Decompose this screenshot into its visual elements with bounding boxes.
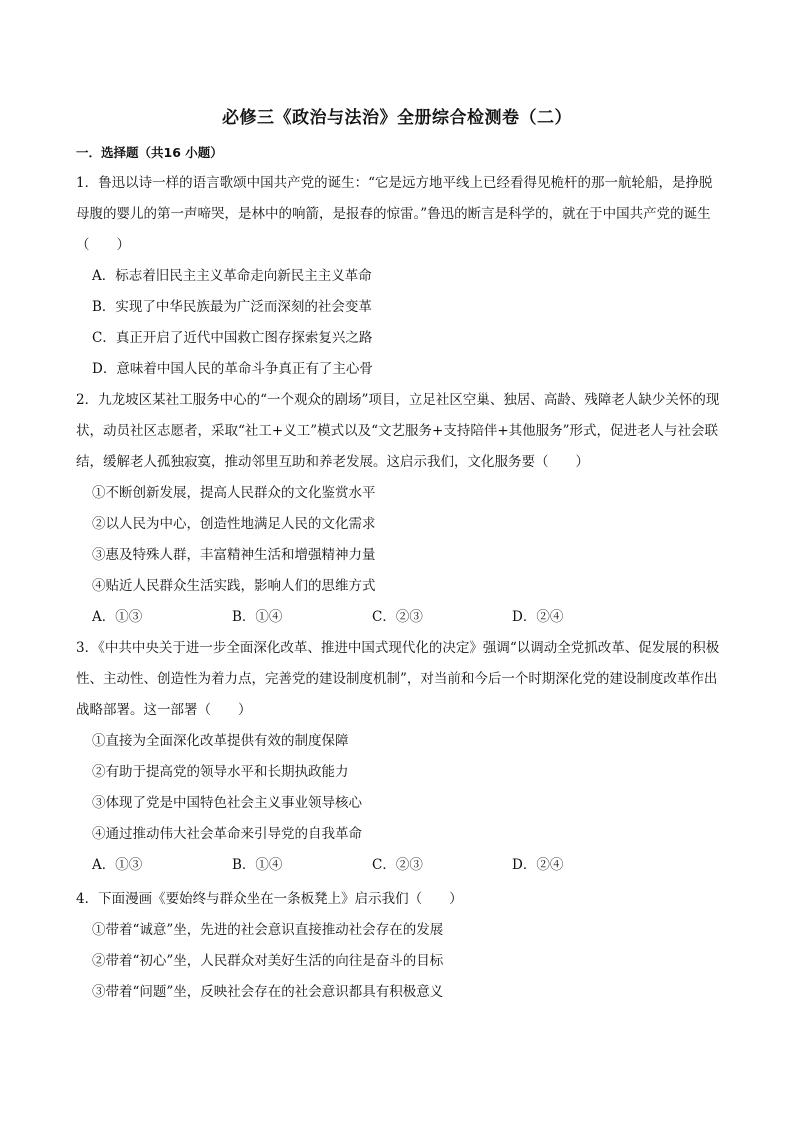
- choice-c: C．②③: [372, 609, 423, 625]
- statement-4: ④贴近人民群众生活实践，影响人们的思维方式: [92, 578, 376, 594]
- statement-3: ③带着“问题”坐，反映社会存在的社会意识都具有积极意义: [92, 984, 444, 1000]
- answer-choices: [76, 602, 720, 633]
- statement-2: ②有助于提高党的领导水平和长期执政能力: [92, 764, 349, 780]
- choice-a: A．①③: [92, 609, 143, 625]
- statement-1: ①直接为全面深化改革提供有效的制度保障: [92, 733, 349, 749]
- option-c: C．真正开启了近代中国救亡图存探索复兴之路: [92, 330, 373, 346]
- question-4: [76, 884, 720, 1008]
- statement-2: ②带着“初心”坐，人民群众对美好生活的向往是奋斗的目标: [92, 953, 444, 969]
- option-b: B．实现了中华民族最为广泛而深刻的社会变革: [92, 299, 372, 315]
- page-title: 必修三《政治与法治》全册综合检测卷（二）: [222, 108, 572, 128]
- question-stem: 2．九龙坡区某社工服务中心的“一个观众的剧场”项目，立足社区空巢、独居、高龄、残障老人缺少关怀的现状，动员社区志愿者，采取“社工+义工”模式以及“文艺服务+支持陪伴+其他服务”形式，促进老人与社会联结，缓解老人孤独寂寞，推动邻里互助和养老发展。这启示我们，文化服务要（ ）: [76, 392, 720, 470]
- question-3: [76, 633, 720, 881]
- option-d: D．意味着中国人民的革命斗争真正有了主心骨: [92, 361, 373, 377]
- choice-d: D．②④: [512, 857, 564, 873]
- statement-3: ③惠及特殊人群，丰富精神生活和增强精神力量: [92, 547, 376, 563]
- choice-a: A．①③: [92, 857, 143, 873]
- section-heading: 一．选择题（共16 小题）: [76, 145, 223, 160]
- question-stem: 3．《中共中央关于进一步全面深化改革、推进中国式现代化的决定》强调“以调动全党抓改革、促发展的积极性、主动性、创造性为着力点，完善党的建设制度机制”，对当前和今后一个时期深化党的建设制度改革作出战略部署。这一部署（ ）: [76, 640, 720, 718]
- statement-2: ②以人民为中心，创造性地满足人民的文化需求: [92, 516, 376, 532]
- question-1: [76, 168, 720, 385]
- choice-d: D．②④: [512, 609, 564, 625]
- question-stem: 1．鲁迅以诗一样的语言歌颂中国共产党的诞生：“它是远方地平线上已经看得见桅杆的那一航轮船，是挣脱母腹的婴儿的第一声啼哭，是林中的响箭，是报春的惊雷。”鲁迅的断言是科学的，就在于中国共产党的诞生（ ）: [76, 175, 713, 253]
- question-stem: 4．下面漫画《要始终与群众坐在一条板凳上》启示我们（ ）: [76, 891, 463, 907]
- option-a: A．标志着旧民主主义革命走向新民主主义革命: [92, 268, 372, 284]
- statement-1: ①不断创新发展，提高人民群众的文化鉴赏水平: [92, 485, 376, 501]
- choice-b: B．①④: [232, 857, 283, 873]
- statement-4: ④通过推动伟大社会革命来引导党的自我革命: [92, 826, 362, 842]
- choice-c: C．②③: [372, 857, 423, 873]
- answer-choices: [76, 850, 720, 881]
- choice-b: B．①④: [232, 609, 283, 625]
- statement-1: ①带着“诚意”坐，先进的社会意识直接推动社会存在的发展: [92, 922, 444, 938]
- statement-3: ③体现了党是中国特色社会主义事业领导核心: [92, 795, 362, 811]
- question-2: [76, 385, 720, 633]
